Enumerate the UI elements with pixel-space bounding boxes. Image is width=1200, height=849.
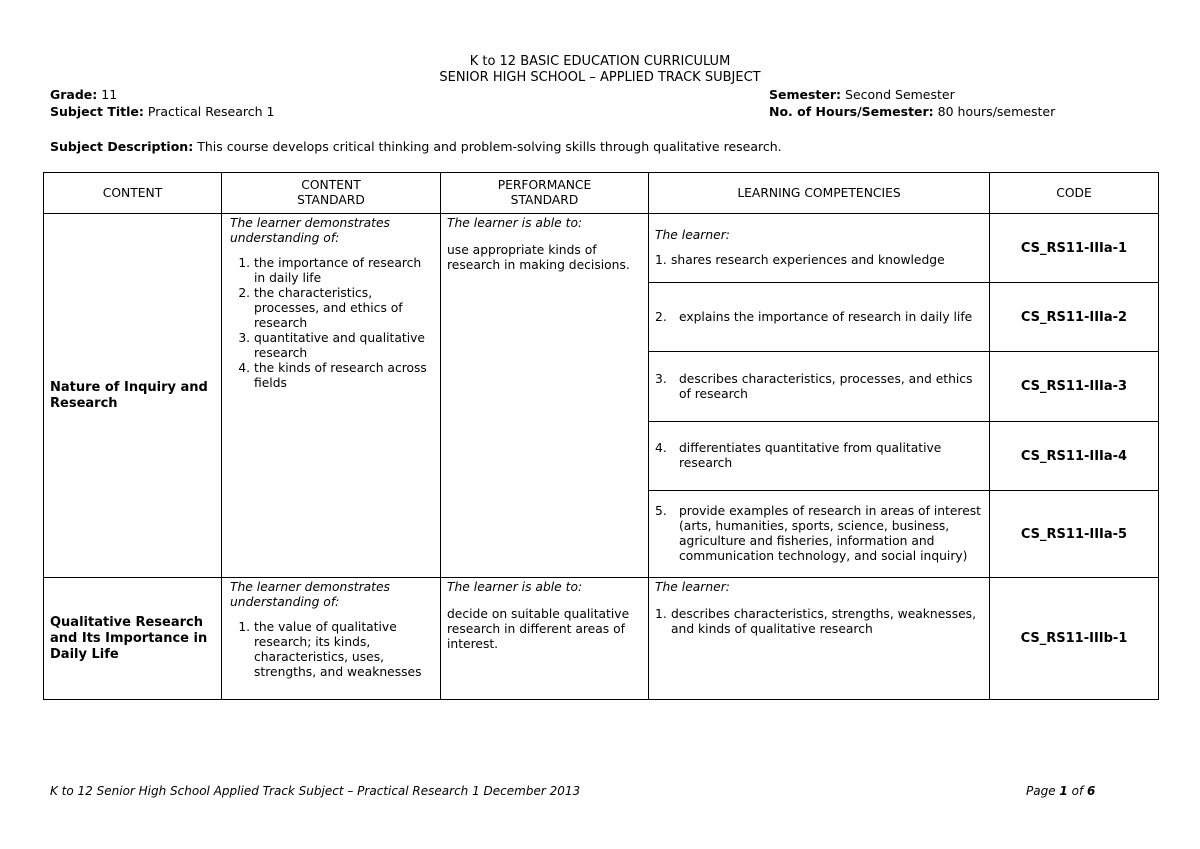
competency-item	[655, 253, 983, 268]
header-content-standard-line2: STANDARD	[297, 193, 365, 207]
subject-description-value: This course develops critical thinking and problem-solving skills through qualitative research.	[197, 139, 782, 154]
header-code: CODE	[990, 173, 1159, 214]
semester-label: Semester:	[769, 87, 842, 102]
competency-item	[655, 504, 983, 564]
subject-title-line	[50, 104, 275, 120]
competency-number: 4.	[655, 441, 667, 455]
document-subtitle: SENIOR HIGH SCHOOL – APPLIED TRACK SUBJECT	[439, 70, 761, 85]
page-total: 6	[1087, 784, 1096, 798]
list-item: 4. the kinds of research across fields	[254, 361, 433, 391]
content-nature-of-inquiry: Nature of Inquiry and Research	[44, 214, 222, 578]
code-cell: CS_RS11-IIIa-1	[990, 214, 1159, 283]
table-row	[44, 578, 1159, 700]
competency-item	[655, 441, 983, 471]
subject-description-label: Subject Description:	[50, 139, 194, 154]
content-standard-cell	[222, 578, 441, 700]
list-item: 1. the importance of research in daily life	[254, 256, 433, 286]
header-content-standard-line1: CONTENT	[301, 178, 361, 192]
code-cell: CS_RS11-IIIb-1	[990, 578, 1159, 700]
footer-text: K to 12 Senior High School Applied Track Subject – Practical Research 1 December 2013	[50, 784, 581, 798]
subject-title-label: Subject Title:	[50, 104, 144, 119]
list-item: 3. quantitative and qualitative research	[254, 331, 433, 361]
performance-standard-lead: The learner is able to:	[447, 580, 583, 594]
list-item: 2. the characteristics, processes, and ethics of research	[254, 286, 433, 331]
header-learning-competencies: LEARNING COMPETENCIES	[649, 173, 990, 214]
performance-standard-text: use appropriate kinds of research in making decisions.	[447, 243, 630, 272]
competency-number: 1.	[655, 253, 667, 267]
competency-cell-4	[649, 422, 990, 491]
competency-text: shares research experiences and knowledge	[671, 253, 945, 267]
competency-item	[655, 310, 983, 325]
content-standard-lead: The learner demonstrates understanding of:	[230, 580, 390, 609]
competency-cell-1	[649, 214, 990, 283]
performance-standard-cell	[441, 214, 649, 578]
subject-description-line	[50, 139, 782, 155]
code-cell: CS_RS11-IIIa-2	[990, 283, 1159, 352]
competency-text: describes characteristics, strengths, weaknesses, and kinds of qualitative research	[671, 607, 976, 636]
competency-text: describes characteristics, processes, and ethics of research	[679, 371, 973, 401]
semester-line	[769, 87, 955, 103]
competency-text: provide examples of research in areas of interest (arts, humanities, sports, science, business, agriculture and fisheries, information and communication technology, and social inquiry)	[679, 504, 981, 563]
header-content: CONTENT	[44, 173, 222, 214]
performance-standard-text: decide on suitable qualitative research in different areas of interest.	[447, 607, 630, 651]
competency-item	[655, 607, 983, 637]
subject-title-value: Practical Research 1	[147, 104, 275, 119]
content-standard-cell	[222, 214, 441, 578]
code-cell: CS_RS11-IIIa-5	[990, 491, 1159, 578]
header-content-standard	[222, 173, 441, 214]
competency-lead: The learner:	[655, 580, 730, 594]
table-row	[44, 214, 1159, 283]
content-standard-list	[230, 620, 433, 680]
page-current: 1	[1059, 784, 1068, 798]
competency-cell-5	[649, 491, 990, 578]
performance-standard-lead: The learner is able to:	[447, 216, 583, 230]
curriculum-table	[43, 172, 1159, 700]
competency-text: differentiates quantitative from qualitative research	[679, 441, 942, 470]
content-qualitative-research: Qualitative Research and Its Importance in Daily Life	[44, 578, 222, 700]
hours-line	[769, 104, 1055, 120]
grade-line	[50, 87, 117, 103]
competency-number: 1.	[655, 607, 667, 621]
hours-label: No. of Hours/Semester:	[769, 104, 934, 119]
hours-value: 80 hours/semester	[937, 104, 1056, 119]
page-prefix: Page	[1026, 784, 1056, 798]
page-of: of	[1071, 784, 1084, 798]
document-title: K to 12 BASIC EDUCATION CURRICULUM	[469, 54, 731, 69]
competency-text: explains the importance of research in daily life	[679, 309, 973, 324]
page-number	[1026, 784, 1095, 798]
competency-cell-6	[649, 578, 990, 700]
content-standard-list	[230, 256, 433, 391]
competency-number: 3.	[655, 371, 667, 386]
competency-cell-2	[649, 283, 990, 352]
competency-cell-3	[649, 352, 990, 422]
code-cell: CS_RS11-IIIa-3	[990, 352, 1159, 422]
semester-value: Second Semester	[845, 87, 955, 102]
header-performance-standard	[441, 173, 649, 214]
grade-label: Grade:	[50, 87, 98, 102]
performance-standard-cell	[441, 578, 649, 700]
code-cell: CS_RS11-IIIa-4	[990, 422, 1159, 491]
header-performance-standard-line1: PERFORMANCE	[497, 178, 592, 192]
header-performance-standard-line2: STANDARD	[510, 193, 579, 207]
grade-value: 11	[101, 87, 118, 102]
list-item: 1. the value of qualitative research; its kinds, characteristics, uses, strengths, and weaknesses	[254, 620, 433, 680]
competency-lead: The learner:	[655, 228, 730, 242]
competency-item	[655, 372, 983, 402]
competency-number: 2.	[655, 309, 667, 324]
table-header-row	[44, 173, 1159, 214]
content-standard-lead: The learner demonstrates understanding of:	[230, 216, 390, 245]
competency-number: 5.	[655, 504, 667, 518]
